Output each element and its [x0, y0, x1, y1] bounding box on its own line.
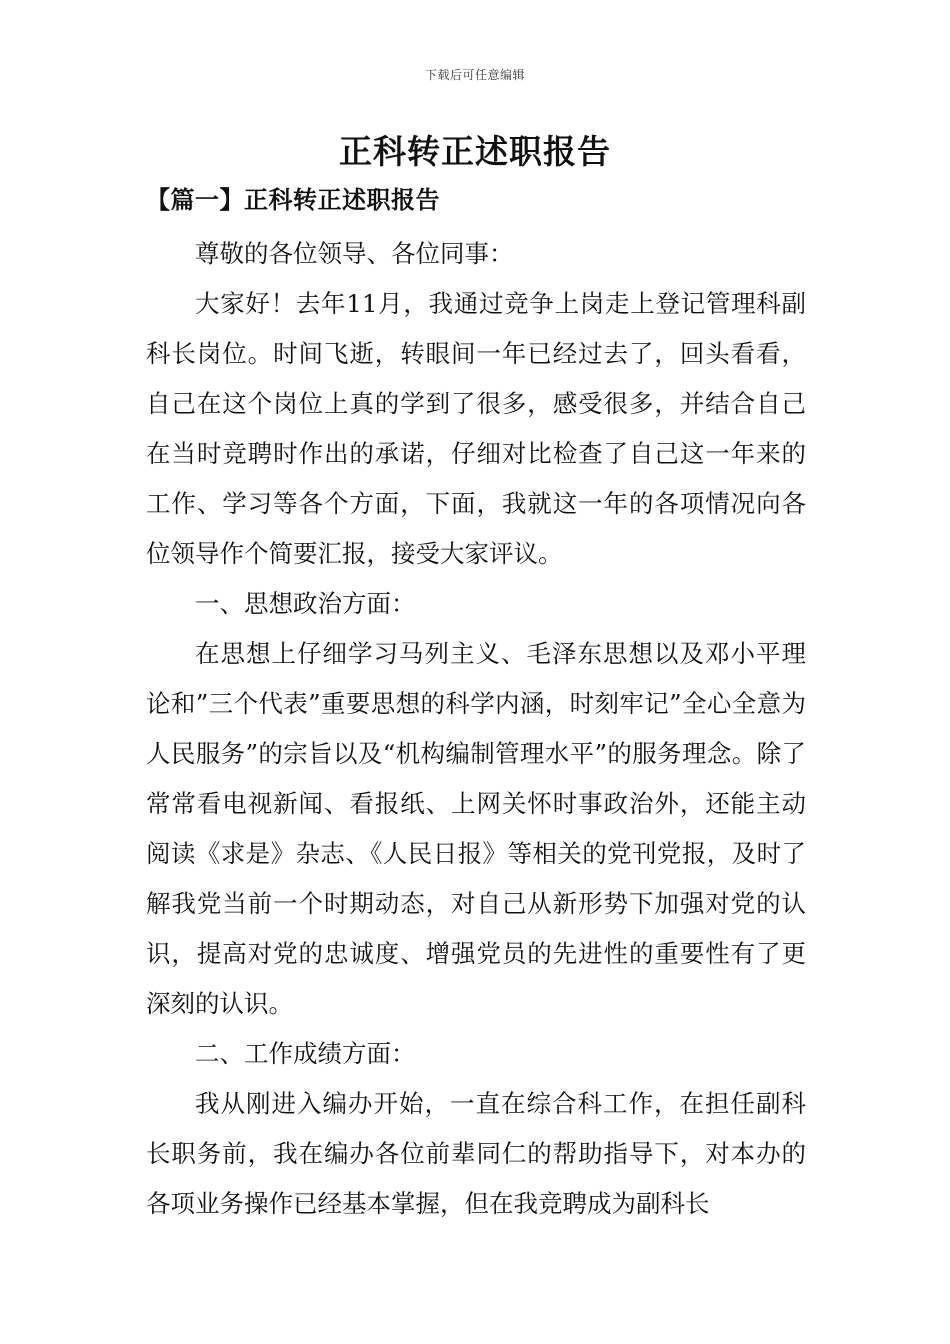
- header-note: 下载后可任意编辑: [424, 68, 525, 82]
- document-title: 正科转正述职报告: [339, 132, 611, 171]
- subheading-ideology: 一、思想政治方面：: [195, 589, 416, 618]
- paragraph-intro: 大家好！去年11月，我通过竞争上岗走上登记管理科副科长岗位。时间飞逝，转眼间一年已经过去了，回头看看，自己在这个岗位上真的学到了很多，感受很多，并结合自己在当时竞聘时作出的承诺，仔细对比检查了自己这一年来的工作、学习等各个方面，下面，我就这一年的各项情况向各位领导作个简要汇报，接受大家评议。: [146, 289, 806, 568]
- section-heading: 【篇一】正科转正述职报告: [146, 185, 440, 214]
- document-body: [146, 229, 806, 1229]
- paragraph-ideology: 在思想上仔细学习马列主义、毛泽东思想以及邓小平理论和”三个代表”重要思想的科学内涵，时刻牢记”全心全意为人民服务”的宗旨以及“机构编制管理水平”的服务理念。除了常常看电视新闻、看报纸、上网关怀时事政治外，还能主动阅读《求是》杂志、《人民日报》等相关的党刊党报，及时了解我党当前一个时期动态，对自己从新形势下加强对党的认识，提高对党的忠诚度、增强党员的先进性的重要性有了更深刻的认识。: [146, 639, 806, 1018]
- subheading-work: 二、工作成绩方面：: [195, 1039, 416, 1068]
- paragraph-work: 我从刚进入编办开始，一直在综合科工作，在担任副科长职务前，我在编办各位前辈同仁的帮助指导下，对本办的各项业务操作已经基本掌握，但在我竞聘成为副科长: [146, 1089, 806, 1218]
- salutation: 尊敬的各位领导、各位同事：: [195, 239, 514, 268]
